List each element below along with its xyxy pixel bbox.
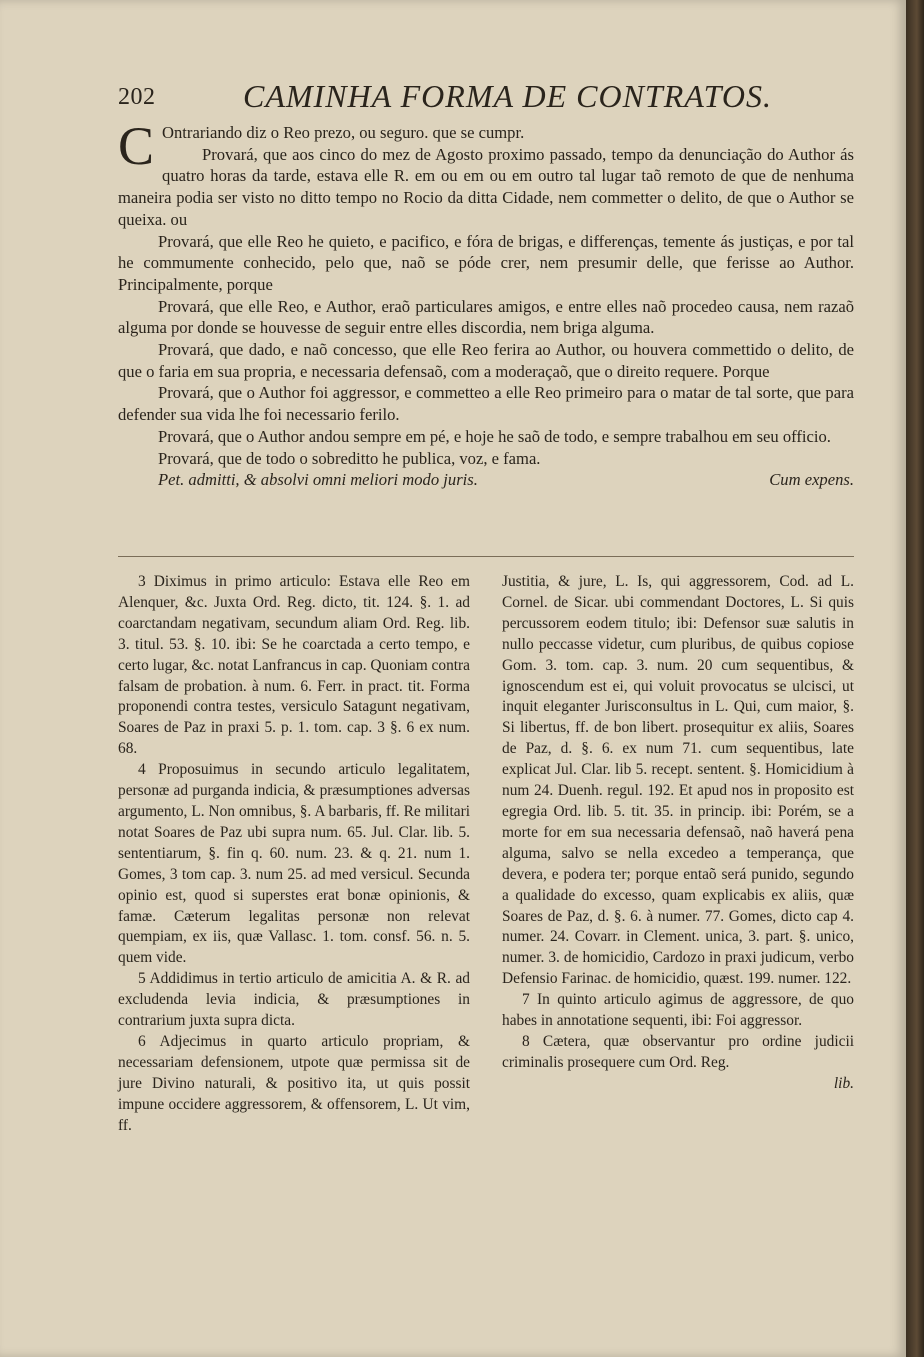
plea-paragraph: Provará, que elle Reo he quieto, e pacifico, e fóra de brigas, e differenças, temente ás justiças, e por tal he commumente conhecido, pelo que, naõ se póde crer, nem presumir delle, que ferisse ao Author. Principalmente, porque xyxy=(118,231,854,294)
annotation: 5 Addidimus in tertio articulo de amicitia A. & R. ad excludenda levia indicia, & præsumptiones in contrarium juxta supra dicta. xyxy=(118,970,470,1030)
petitum-line xyxy=(118,469,854,491)
plea-paragraph: Provará, que dado, e naõ concesso, que elle Reo ferira ao Author, ou houvera commettido o delito, de que o faria em sua propria, e necessaria defensaõ, com a moderaçaõ, que o direito requere. Porque xyxy=(118,340,854,381)
plea-paragraph: C Ontrariando diz o Reo prezo, ou seguro. que se cumpr. xyxy=(118,116,525,176)
plea-paragraph: Provará, que elle Reo, e Author, eraõ particulares amigos, e entre elles naõ procedeo causa, nem razaõ alguma por donde se houvesse de seguir entre elles discordia, nem briga alguma. xyxy=(118,296,854,338)
annotation: 4 Proposuimus in secundo articulo legalitatem, personæ ad purganda indicia, & præsumptiones adversas argumento, L. Non omnibus, §. A barbaris, ff. Re militari notat Soares de Paz ubi supra num. 65. Jul. Clar. lib. 5. sententiarum, §. fin q. 60. num. 23. & q. 21. num 1. Gomes, 3 tom cap. 3. num 25. ad med versicul. Secunda opinio est, quod si superstes erat bonæ opinionis, & famæ. Cæterum legalitas personæ non relevat quempiam, ex iis, quæ Vallasc. 1. tom. consf. 56. n. 5. quem vide. xyxy=(118,761,470,967)
annotations-right-column xyxy=(502,572,854,1136)
plea-paragraph: Provará, que de todo o sobreditto he publica, voz, e fama. xyxy=(158,448,541,468)
plea-paragraph: Provará, que o Author andou sempre em pé, e hoje he saõ de todo, e sempre trabalhou em seu officio. xyxy=(158,426,831,446)
drop-cap: C xyxy=(118,116,155,176)
annotations xyxy=(118,572,854,1136)
cum-expensis: Cum expens. xyxy=(769,470,854,490)
catchword: lib. xyxy=(833,1074,854,1092)
annotation: Justitia, & jure, L. Is, qui aggressorem, Cod. ad L. Cornel. de Sicar. ubi commendant Doctores, L. Si quis percussorem eodem titulo; ibi: Defensor suæ salutis in nullo peccasse videtur, cum pluribus, de quibus copiose Gom. 3. tom. cap. 3. num. 20 cum sequentibus, & ignoscendum est ei, qui voluit provocatus se ulcisci, ut inquit eleganter Jurisconsultus in L. Qui, cum maior, §. Si libertus, ff. de bon libert. prosequitur ex aliis, Soares de Paz, d. §. 6. ex num 71. cum sequentibus, late explicat Jul. Clar. lib 5. recept. sentent. §. Homicidium à num 24. Duenh. regul. 192. Et apud nos in proposito est egregia Ord. lib. 5. tit. 35. in princip. ibi: Porém, se a morte for em sua necessaria defensaõ, naõ haverá pena alguma, salvo se nella excedeo a temperança, que devera, e podera ter; porque entaõ será punido, segundo a qualidade do excesso, quam explicabis ex aliis, quæ Soares de Paz, d. §. 6. à numer. 77. Gomes, dicto cap 4. numer. 24. Covarr. in Clement. unica, 3. part. §. unico, numer. 3. de homicidio, Cardozo in praxi judicum, verbo Defensio Farinac. de homicidio, quæst. 199. numer. 122. xyxy=(502,573,854,988)
annotation: 8 Cætera, quæ observantur pro ordine judicii criminalis prosequere cum Ord. Reg. xyxy=(502,1032,854,1071)
section-divider xyxy=(118,556,854,557)
annotation: 6 Adjecimus in quarto articulo propriam, & necessariam defensionem, utpote quæ permissa sit de jure Divino naturali, & positivo ita, ut quis possit impune occidere aggressorem, & offensorem, L. Ut vim, ff. xyxy=(118,1032,470,1134)
plea-text xyxy=(118,116,854,491)
annotations-left-column xyxy=(118,572,470,1136)
running-title: CAMINHA FORMA DE CONTRATOS. xyxy=(243,78,772,114)
page-header xyxy=(118,76,798,116)
plea-paragraph: Provará, que o Author foi aggressor, e commetteo a elle Reo primeiro para o matar de tal sorte, que para defender sua vida lhe foi necessario ferilo. xyxy=(118,383,854,425)
book-edge xyxy=(906,0,924,1357)
annotation: 7 In quinto articulo agimus de aggressore, de quo habes in annotatione sequenti, ibi: Foi aggressor. xyxy=(502,991,854,1030)
plea-paragraph: Provará, que aos cinco do mez de Agosto proximo passado, tempo da denunciação do Author ás quatro horas da tarde, estava elle R. em ou em ou em outro tal lugar taõ remoto de que de nenhuma maneira podia ser visto no ditto tempo no Rocio da ditta Cidade, nem commetter o delito, de que o Author se queixa. ou xyxy=(118,144,854,229)
page-number: 202 xyxy=(118,84,156,110)
petitum: Pet. admitti, & absolvi omni meliori modo juris. xyxy=(158,470,478,490)
annotation: 3 Diximus in primo articulo: Estava elle Reo em Alenquer, &c. Juxta Ord. Reg. dicto, tit. 124. §. 1. ad coarctandam negativam, secundum aliam Ord. Reg. lib. 3. titul. 53. §. 10. ibi: Se he coarctada a certo tempo, e certo lugar, &c. notat Lanfrancus in cap. Quoniam contra falsam de probation. à num. 6. Ferr. in pract. tit. Forma proponendi contra testes, versiculo Satagunt negativam, Soares de Paz in praxi 5. p. 1. tom. cap. 3 §. 6 ex num. 68. xyxy=(118,573,470,758)
